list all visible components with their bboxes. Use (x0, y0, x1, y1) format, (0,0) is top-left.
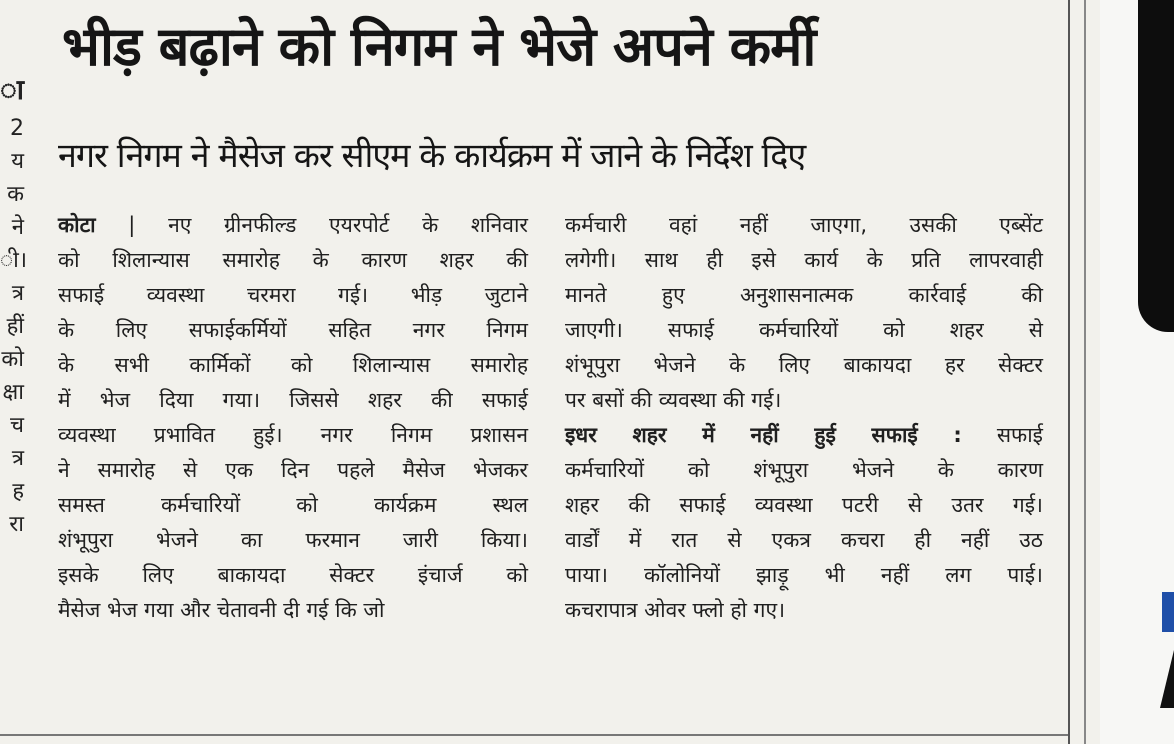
column-2-line: कर्मचारियों को शंभूपुरा भेजने के कारण (565, 458, 1043, 482)
bottom-rule (0, 734, 1068, 736)
left-fragment: ा (0, 73, 24, 106)
first-line-text: नए ग्रीनफील्ड एयरपोर्ट के शनिवार (168, 213, 528, 237)
column-2-line: मानते हुए अनुशासनात्मक कार्रवाई की (565, 283, 1043, 307)
column-1-line: में भेज दिया गया। जिससे शहर की सफाई (58, 388, 528, 412)
column-2-line: पर बसों की व्यवस्था की गई। (565, 388, 782, 412)
column-1-line: शंभूपुरा भेजने का फरमान जारी किया। (58, 528, 528, 552)
column-2-line: पाया। कॉलोनियों झाड़ू भी नहीं लग पाई। (565, 563, 1043, 587)
column-1-line: मैसेज भेज गया और चेतावनी दी गई कि जो (58, 598, 385, 622)
column-2-line: शंभूपुरा भेजने के लिए बाकायदा हर सेक्टर (565, 353, 1043, 377)
column-2-line: कर्मचारी वहां नहीं जाएगा, उसकी एब्सेंट (565, 213, 1043, 237)
subheadline: नगर निगम ने मैसेज कर सीएम के कार्यक्रम में जाने के निर्देश दिए (58, 136, 806, 176)
column-divider (1084, 0, 1086, 744)
left-fragment: त्र (11, 281, 24, 306)
column-2-line: वार्डों में रात से एकत्र कचरा ही नहीं उठ (565, 528, 1043, 552)
column-2-line: शहर की सफाई व्यवस्था पटरी से उतर गई। (565, 493, 1043, 517)
article-column-2 (565, 208, 1043, 628)
left-fragment: च (10, 413, 24, 438)
column-2-subhead-line (565, 418, 1043, 453)
column-2-line: कचरापात्र ओवर फ्लो हो गए। (565, 598, 786, 622)
column-2-line: जाएगी। सफाई कर्मचारियों को शहर से (565, 318, 1043, 342)
column-2-line: लगेगी। साथ ही इसे कार्य के प्रति लापरवाही (565, 248, 1043, 272)
column-1-first-line (58, 208, 528, 243)
article-column-1 (58, 208, 528, 628)
column-1-line: इसके लिए बाकायदा सेक्टर इंचार्ज को (58, 563, 528, 587)
adjacent-blue-graphic (1162, 592, 1174, 632)
left-fragment: य (11, 149, 24, 174)
left-fragment: त्र (11, 446, 24, 471)
column-1-line: के लिए सफाईकर्मियों सहित नगर निगम (58, 318, 528, 342)
left-fragment: क (7, 182, 24, 207)
headline: भीड़ बढ़ाने को निगम ने भेजे अपने कर्मी (62, 15, 816, 78)
column-1-line: समस्त कर्मचारियों को कार्यक्रम स्थल (58, 493, 528, 517)
left-fragment: ह (12, 479, 24, 504)
column-1-line: व्यवस्था प्रभावित हुई। नगर निगम प्रशासन (58, 423, 528, 447)
section-subhead: इधर शहर में नहीं हुई सफाई : (565, 423, 962, 447)
left-fragment: हीं (6, 314, 24, 339)
adjacent-dark-graphic (1138, 0, 1174, 332)
left-fragment: रा (9, 512, 24, 537)
adjacent-column-fragments (0, 70, 26, 541)
column-divider (1068, 0, 1070, 744)
dateline-separator: | (95, 213, 169, 237)
column-1-line: को शिलान्यास समारोह के कारण शहर की (58, 248, 528, 272)
column-1-line: सफाई व्यवस्था चरमरा गई। भीड़ जुटाने (58, 283, 528, 307)
left-fragment: ने (11, 215, 24, 240)
column-1-line: के सभी कार्मिकों को शिलान्यास समारोह (58, 353, 528, 377)
left-fragment: ी। (0, 248, 28, 273)
left-fragment: को (1, 347, 24, 372)
dateline: कोटा (58, 213, 96, 237)
left-fragment: क्षा (2, 380, 24, 405)
left-fragment: 2 (10, 116, 24, 141)
subhead-line-text: सफाई (996, 423, 1043, 447)
column-1-line: ने समारोह से एक दिन पहले मैसेज भेजकर (58, 458, 528, 482)
